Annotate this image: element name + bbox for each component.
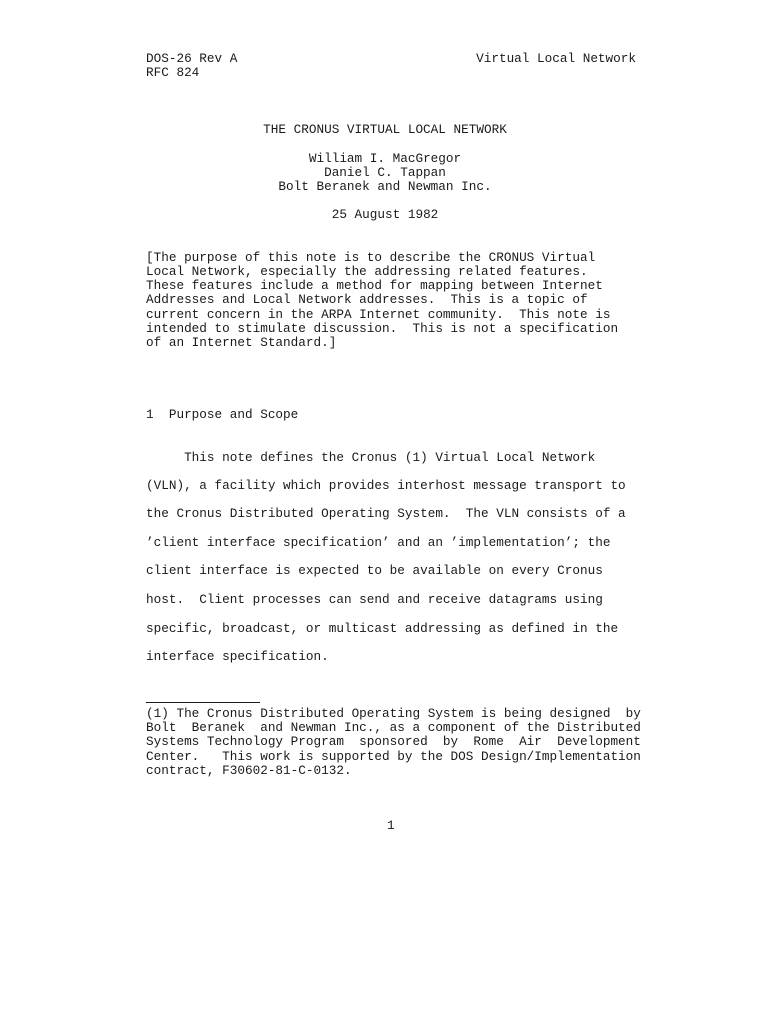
- footnote-line: Center. This work is supported by the DOS Design/Implementation: [146, 749, 641, 764]
- body-line: specific, broadcast, or multicast addressing as defined in the: [146, 621, 619, 636]
- abstract-line: Addresses and Local Network addresses. This is a topic of: [146, 292, 588, 307]
- body-line: interface specification.: [146, 649, 329, 664]
- rfc-number: RFC 824: [146, 65, 200, 80]
- abstract-line: current concern in the ARPA Internet community. This note is: [146, 307, 611, 322]
- abstract-line: intended to stimulate discussion. This is not a specification: [146, 321, 619, 336]
- footnote-line: contract, F30602-81-C-0132.: [146, 763, 352, 778]
- body-line: the Cronus Distributed Operating System. The VLN consists of a: [146, 506, 626, 521]
- abstract-line: Local Network, especially the addressing related features.: [146, 264, 588, 279]
- running-title: Virtual Local Network: [476, 51, 636, 66]
- abstract-line: of an Internet Standard.]: [146, 335, 337, 350]
- body-line: (VLN), a facility which provides interhost message transport to: [146, 478, 626, 493]
- footnote-line: (1) The Cronus Distributed Operating System is being designed by: [146, 706, 641, 721]
- section-heading: 1 Purpose and Scope: [146, 407, 299, 422]
- document-id: DOS-26 Rev A: [146, 51, 238, 66]
- abstract-line: These features include a method for mapping between Internet: [146, 278, 603, 293]
- page-number: 1: [387, 818, 395, 833]
- body-line: client interface is expected to be available on every Cronus: [146, 563, 603, 578]
- author-2: Daniel C. Tappan: [324, 165, 446, 180]
- author-1: William I. MacGregor: [308, 151, 462, 166]
- document-title: THE CRONUS VIRTUAL LOCAL NETWORK: [263, 122, 507, 137]
- footnote-line: Bolt Beranek and Newman Inc., as a component of the Distributed: [146, 720, 641, 735]
- organization: Bolt Beranek and Newman Inc.: [278, 179, 492, 194]
- footnote-rule: [146, 702, 260, 703]
- footnote-line: Systems Technology Program sponsored by Rome Air Development: [146, 734, 641, 749]
- document-date: 25 August 1982: [331, 207, 439, 222]
- body-line: ’client interface specification’ and an ’implementation’; the: [146, 535, 611, 550]
- body-line: host. Client processes can send and receive datagrams using: [146, 592, 603, 607]
- abstract-line: [The purpose of this note is to describe the CRONUS Virtual: [146, 250, 596, 265]
- body-line: This note defines the Cronus (1) Virtual Local Network: [146, 450, 596, 465]
